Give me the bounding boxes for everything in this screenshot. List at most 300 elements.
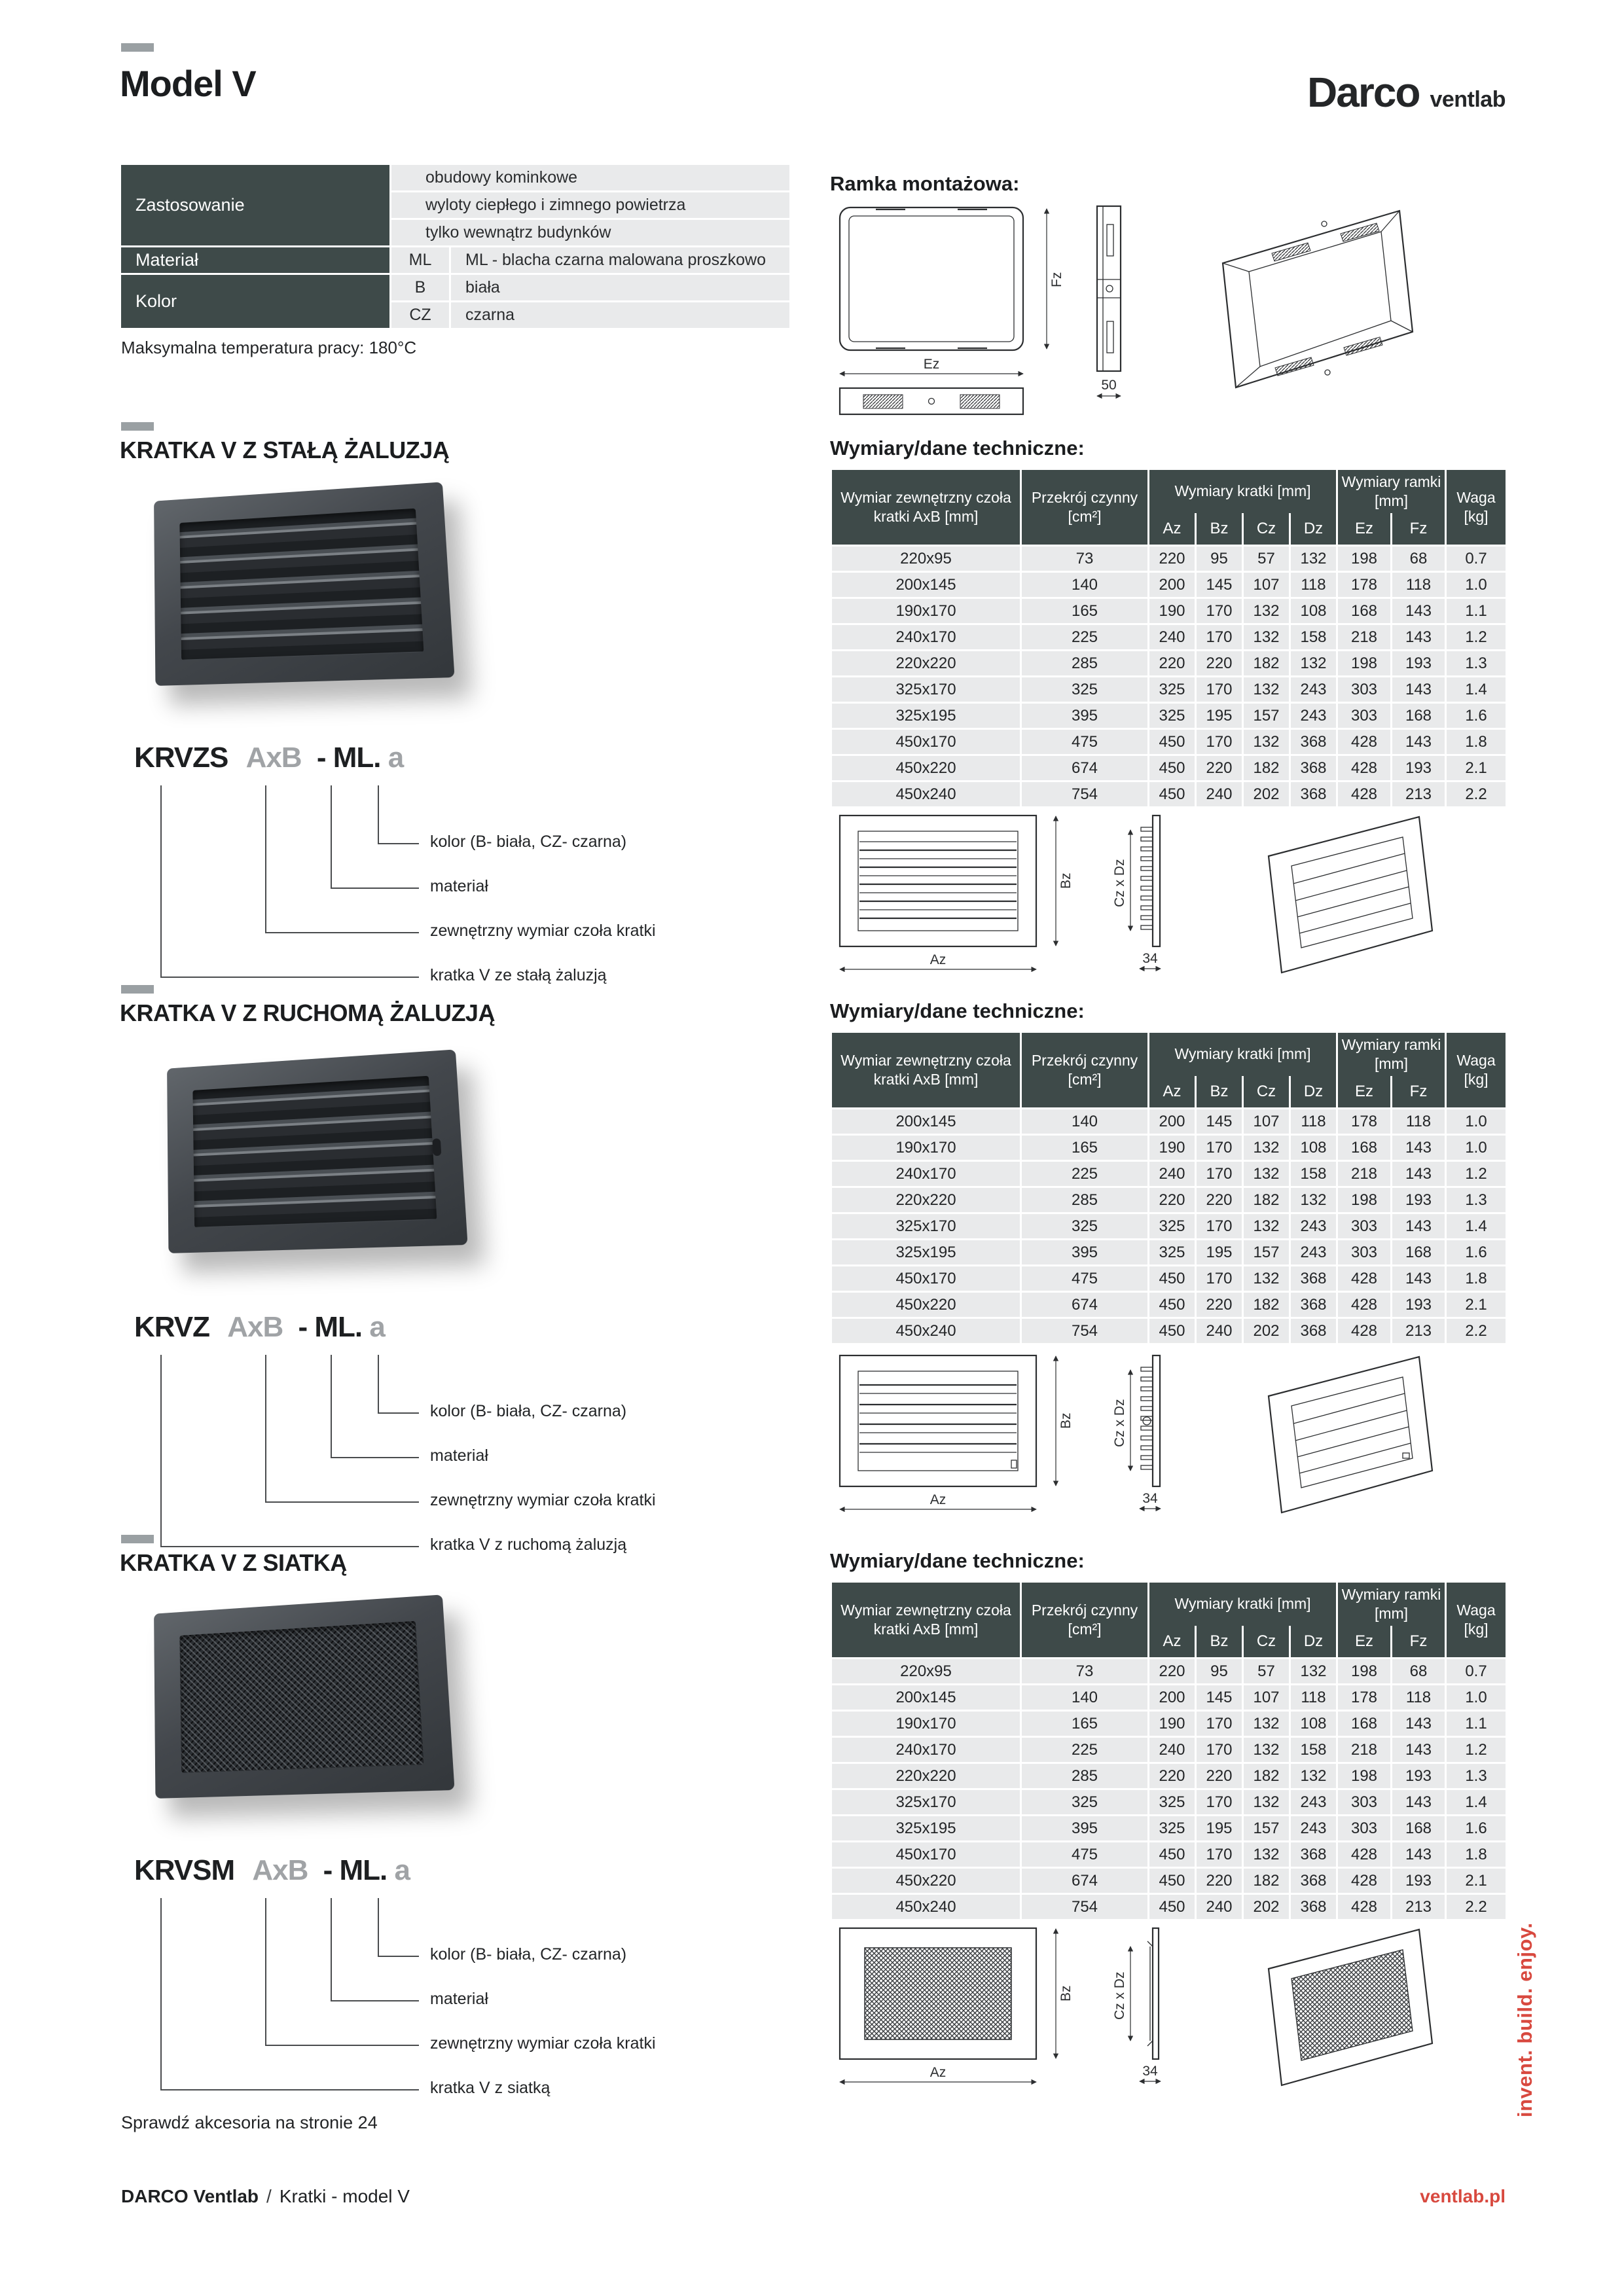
table-cell: 132 <box>1243 1135 1290 1161</box>
table-cell: 200 <box>1149 1109 1196 1135</box>
table-cell: 240 <box>1149 624 1196 651</box>
table-cell: 182 <box>1243 1868 1290 1894</box>
table-cell: 1.2 <box>1446 1161 1507 1187</box>
table-cell: 190x170 <box>831 598 1021 624</box>
footer-site-link[interactable]: ventlab.pl <box>1420 2186 1506 2206</box>
section-title: KRATKA V Z RUCHOMĄ ŻALUZJĄ <box>120 999 495 1026</box>
table-cell: 450x220 <box>831 1292 1021 1318</box>
table-cell: 368 <box>1290 729 1337 755</box>
group-header-kratki: Wymiary kratki [mm] <box>1149 469 1337 513</box>
table-cell: 240 <box>1196 1894 1243 1920</box>
col-header-dz: Dz <box>1290 1626 1337 1659</box>
product-code <box>134 742 403 774</box>
code-name: KRVSM <box>134 1854 235 1886</box>
title-marker <box>121 43 154 52</box>
table-cell: 428 <box>1337 781 1392 808</box>
col-header-ez: Ez <box>1337 1626 1392 1659</box>
accessories-note: Sprawdź akcesoria na stronie 24 <box>121 2113 378 2132</box>
table-cell: 450 <box>1149 1868 1196 1894</box>
table-cell: 1.1 <box>1446 1711 1507 1737</box>
table-cell: 108 <box>1290 1711 1337 1737</box>
table-cell: 118 <box>1392 1685 1446 1711</box>
material-label: Materiał <box>121 247 389 273</box>
application-value: wyloty ciepłego i zimnego powietrza <box>391 192 789 218</box>
application-label: Zastosowanie <box>121 165 389 245</box>
table-cell: 325 <box>1021 677 1149 703</box>
table-cell: 200x145 <box>831 1109 1021 1135</box>
table-cell: 1.2 <box>1446 624 1507 651</box>
table-cell: 143 <box>1392 1266 1446 1292</box>
table-cell: 2.2 <box>1446 1894 1507 1920</box>
svg-text:Ez: Ez <box>923 357 940 372</box>
table-cell: 143 <box>1392 1135 1446 1161</box>
table-cell: 240 <box>1196 1318 1243 1344</box>
table-row <box>831 1842 1507 1868</box>
col-header-weight: Waga [kg] <box>1446 1582 1507 1659</box>
table-cell: 170 <box>1196 1266 1243 1292</box>
table-cell: 190x170 <box>831 1135 1021 1161</box>
product-photo-fixed-louver-grille <box>149 490 445 694</box>
table-cell: 190x170 <box>831 1711 1021 1737</box>
table-cell: 165 <box>1021 1711 1149 1737</box>
table-cell: 220 <box>1149 1763 1196 1789</box>
table-cell: 213 <box>1392 781 1446 808</box>
table-cell: 220 <box>1149 651 1196 677</box>
table-row <box>831 729 1507 755</box>
table-cell: 428 <box>1337 1842 1392 1868</box>
dims-heading: Wymiary/dane techniczne: <box>830 1549 1085 1572</box>
col-header-weight: Waga [kg] <box>1446 1032 1507 1109</box>
section-movable-louver <box>0 985 1624 1554</box>
table-row <box>831 1161 1507 1187</box>
table-cell: 220 <box>1196 651 1243 677</box>
darco-logo <box>1307 68 1506 117</box>
table-cell: 1.4 <box>1446 1213 1507 1240</box>
table-cell: 132 <box>1243 677 1290 703</box>
table-cell: 368 <box>1290 1842 1337 1868</box>
table-cell: 240 <box>1149 1161 1196 1187</box>
table-cell: 132 <box>1243 1213 1290 1240</box>
col-header-bz: Bz <box>1196 1076 1243 1109</box>
color-label: Kolor <box>121 275 389 328</box>
table-cell: 168 <box>1392 703 1446 729</box>
table-cell: 220 <box>1196 1763 1243 1789</box>
legend-label: kratka V z siatką <box>430 2079 550 2097</box>
table-cell: 2.1 <box>1446 1292 1507 1318</box>
svg-text:34: 34 <box>1142 1491 1158 1506</box>
table-cell: 2.1 <box>1446 1868 1507 1894</box>
table-cell: 200 <box>1149 572 1196 598</box>
table-cell: 240 <box>1149 1737 1196 1763</box>
table-cell: 475 <box>1021 729 1149 755</box>
table-cell: 182 <box>1243 651 1290 677</box>
table-cell: 240x170 <box>831 624 1021 651</box>
table-cell: 170 <box>1196 729 1243 755</box>
table-cell: 368 <box>1290 1868 1337 1894</box>
table-cell: 243 <box>1290 1213 1337 1240</box>
section-title: KRATKA V Z STAŁĄ ŻALUZJĄ <box>120 437 450 463</box>
table-cell: 674 <box>1021 755 1149 781</box>
table-cell: 243 <box>1290 1240 1337 1266</box>
table-cell: 182 <box>1243 755 1290 781</box>
svg-text:34: 34 <box>1142 951 1158 966</box>
table-cell: 157 <box>1243 1240 1290 1266</box>
table-cell: 450 <box>1149 1292 1196 1318</box>
table-cell: 178 <box>1337 572 1392 598</box>
table-cell: 193 <box>1392 1187 1446 1213</box>
col-header-az: Az <box>1149 1626 1196 1659</box>
table-cell: 450x220 <box>831 755 1021 781</box>
table-cell: 218 <box>1337 624 1392 651</box>
table-row <box>831 1659 1507 1685</box>
group-header-ramki: Wymiary ramki [mm] <box>1337 1032 1446 1076</box>
table-cell: 220 <box>1196 1868 1243 1894</box>
table-cell: 368 <box>1290 1894 1337 1920</box>
col-header-fz: Fz <box>1392 513 1446 546</box>
table-cell: 303 <box>1337 703 1392 729</box>
page-footer <box>121 2186 1506 2207</box>
table-cell: 220 <box>1149 546 1196 572</box>
table-cell: 450 <box>1149 729 1196 755</box>
table-cell: 107 <box>1243 1109 1290 1135</box>
table-cell: 303 <box>1337 1213 1392 1240</box>
table-cell: 325 <box>1021 1213 1149 1240</box>
table-cell: 1.8 <box>1446 1266 1507 1292</box>
group-header-ramki: Wymiary ramki [mm] <box>1337 1582 1446 1626</box>
table-cell: 145 <box>1196 1685 1243 1711</box>
table-row <box>831 1816 1507 1842</box>
section-marker <box>121 1535 154 1543</box>
table-cell: 303 <box>1337 677 1392 703</box>
table-cell: 1.6 <box>1446 1816 1507 1842</box>
table-cell: 285 <box>1021 651 1149 677</box>
table-cell: 475 <box>1021 1266 1149 1292</box>
table-cell: 325 <box>1149 703 1196 729</box>
code-color: a <box>388 742 404 774</box>
product-code <box>134 1854 410 1887</box>
col-header-cz: Cz <box>1243 1076 1290 1109</box>
legend-label: kolor (B- biała, CZ- czarna) <box>430 833 627 851</box>
table-row <box>831 1292 1507 1318</box>
table-cell: 193 <box>1392 755 1446 781</box>
table-cell: 57 <box>1243 546 1290 572</box>
table-cell: 143 <box>1392 729 1446 755</box>
code-material: - ML. <box>298 1311 363 1343</box>
table-cell: 0.7 <box>1446 1659 1507 1685</box>
table-cell: 1.8 <box>1446 729 1507 755</box>
brand-tagline: invent. build. enjoy. <box>1513 1922 1536 2117</box>
table-row <box>831 1266 1507 1292</box>
footer-page-name: Kratki - model V <box>279 2186 410 2206</box>
col-header-cross-section: Przekrój czynny [cm²] <box>1021 469 1149 546</box>
table-cell: 195 <box>1196 703 1243 729</box>
table-cell: 193 <box>1392 1292 1446 1318</box>
table-cell: 132 <box>1243 598 1290 624</box>
table-cell: 428 <box>1337 1868 1392 1894</box>
properties-table <box>121 165 795 328</box>
svg-text:Cz x Dz: Cz x Dz <box>1112 859 1127 907</box>
table-cell: 157 <box>1243 703 1290 729</box>
table-cell: 202 <box>1243 781 1290 808</box>
table-cell: 170 <box>1196 1135 1243 1161</box>
table-cell: 107 <box>1243 1685 1290 1711</box>
table-cell: 140 <box>1021 572 1149 598</box>
table-row <box>831 1685 1507 1711</box>
svg-text:Az: Az <box>929 1492 947 1507</box>
table-cell: 198 <box>1337 1187 1392 1213</box>
table-cell: 240x170 <box>831 1161 1021 1187</box>
table-cell: 143 <box>1392 1842 1446 1868</box>
table-cell: 168 <box>1392 1240 1446 1266</box>
table-cell: 1.0 <box>1446 1109 1507 1135</box>
table-cell: 450 <box>1149 1894 1196 1920</box>
col-header-fz: Fz <box>1392 1076 1446 1109</box>
table-cell: 428 <box>1337 1894 1392 1920</box>
table-cell: 132 <box>1290 1659 1337 1685</box>
table-cell: 143 <box>1392 598 1446 624</box>
table-cell: 450x240 <box>831 781 1021 808</box>
table-row <box>831 1135 1507 1161</box>
table-cell: 450x240 <box>831 1318 1021 1344</box>
group-header-ramki: Wymiary ramki [mm] <box>1337 469 1446 513</box>
table-cell: 325 <box>1021 1789 1149 1816</box>
col-header-cz: Cz <box>1243 513 1290 546</box>
table-cell: 450x220 <box>831 1868 1021 1894</box>
table-cell: 198 <box>1337 546 1392 572</box>
code-legend-diagram <box>134 1355 789 1554</box>
table-cell: 170 <box>1196 1789 1243 1816</box>
table-cell: 450x240 <box>831 1894 1021 1920</box>
table-cell: 368 <box>1290 781 1337 808</box>
table-cell: 450 <box>1149 1842 1196 1868</box>
table-cell: 118 <box>1392 1109 1446 1135</box>
table-row <box>831 1737 1507 1763</box>
table-cell: 325 <box>1149 677 1196 703</box>
table-cell: 108 <box>1290 1135 1337 1161</box>
table-cell: 107 <box>1243 572 1290 598</box>
color-code: B <box>391 275 449 300</box>
group-header-kratki: Wymiary kratki [mm] <box>1149 1582 1337 1626</box>
svg-text:Az: Az <box>929 2065 947 2080</box>
table-cell: 1.8 <box>1446 1842 1507 1868</box>
table-cell: 240x170 <box>831 1737 1021 1763</box>
table-cell: 325x170 <box>831 1213 1021 1240</box>
legend-label: zewnętrzny wymiar czoła kratki <box>430 922 656 940</box>
table-row <box>831 1711 1507 1737</box>
table-cell: 1.2 <box>1446 1737 1507 1763</box>
section-marker <box>121 985 154 994</box>
application-value: obudowy kominkowe <box>391 165 789 190</box>
table-cell: 73 <box>1021 1659 1149 1685</box>
table-cell: 220 <box>1149 1659 1196 1685</box>
table-cell: 220 <box>1196 1187 1243 1213</box>
table-cell: 243 <box>1290 677 1337 703</box>
table-cell: 220x220 <box>831 1187 1021 1213</box>
table-cell: 95 <box>1196 546 1243 572</box>
table-cell: 754 <box>1021 1318 1149 1344</box>
table-row <box>831 598 1507 624</box>
table-cell: 213 <box>1392 1318 1446 1344</box>
table-cell: 193 <box>1392 651 1446 677</box>
table-cell: 132 <box>1243 1737 1290 1763</box>
table-cell: 285 <box>1021 1763 1149 1789</box>
application-value: tylko wewnątrz budynków <box>391 220 789 245</box>
table-cell: 132 <box>1243 1789 1290 1816</box>
table-row <box>831 703 1507 729</box>
col-header-az: Az <box>1149 1076 1196 1109</box>
table-cell: 220x220 <box>831 1763 1021 1789</box>
table-cell: 143 <box>1392 624 1446 651</box>
mounting-frame-drawing <box>830 200 1507 417</box>
table-cell: 450 <box>1149 755 1196 781</box>
code-color: a <box>394 1854 410 1886</box>
svg-text:34: 34 <box>1142 2064 1158 2079</box>
table-row <box>831 677 1507 703</box>
color-code: CZ <box>391 302 449 328</box>
product-photo-mesh-grille <box>149 1602 445 1806</box>
table-cell: 158 <box>1290 1737 1337 1763</box>
table-cell: 303 <box>1337 1240 1392 1266</box>
table-cell: 225 <box>1021 1737 1149 1763</box>
table-cell: 225 <box>1021 624 1149 651</box>
code-name: KRVZ <box>134 1311 209 1343</box>
col-header-fz: Fz <box>1392 1626 1446 1659</box>
dims-heading: Wymiary/dane techniczne: <box>830 999 1085 1022</box>
table-cell: 165 <box>1021 598 1149 624</box>
table-cell: 170 <box>1196 677 1243 703</box>
color-value: biała <box>451 275 789 300</box>
table-cell: 200x145 <box>831 1685 1021 1711</box>
legend-label: materiał <box>430 1990 488 2008</box>
table-cell: 303 <box>1337 1789 1392 1816</box>
table-cell: 213 <box>1392 1894 1446 1920</box>
table-cell: 325x195 <box>831 703 1021 729</box>
table-cell: 450x170 <box>831 729 1021 755</box>
table-cell: 0.7 <box>1446 546 1507 572</box>
col-header-dz: Dz <box>1290 1076 1337 1109</box>
col-header-outer-dim: Wymiar zewnętrzny czoła kratki AxB [mm] <box>831 1582 1021 1659</box>
table-cell: 450 <box>1149 1318 1196 1344</box>
table-cell: 143 <box>1392 677 1446 703</box>
legend-label: zewnętrzny wymiar czoła kratki <box>430 2034 656 2053</box>
table-cell: 195 <box>1196 1816 1243 1842</box>
table-cell: 368 <box>1290 1318 1337 1344</box>
table-cell: 170 <box>1196 1161 1243 1187</box>
svg-text:Cz x Dz: Cz x Dz <box>1112 1971 1127 2020</box>
table-cell: 674 <box>1021 1868 1149 1894</box>
code-dimensions: AxB <box>227 1311 283 1343</box>
table-cell: 1.1 <box>1446 598 1507 624</box>
col-header-ez: Ez <box>1337 513 1392 546</box>
table-row <box>831 1868 1507 1894</box>
table-cell: 475 <box>1021 1842 1149 1868</box>
table-cell: 73 <box>1021 546 1149 572</box>
table-row <box>831 781 1507 808</box>
table-cell: 132 <box>1243 1266 1290 1292</box>
material-code: ML <box>391 247 449 273</box>
table-cell: 225 <box>1021 1161 1149 1187</box>
table-cell: 178 <box>1337 1109 1392 1135</box>
ramka-heading: Ramka montażowa: <box>830 172 1020 195</box>
table-cell: 132 <box>1243 624 1290 651</box>
dimensions-table <box>830 1581 1507 1921</box>
col-header-bz: Bz <box>1196 1626 1243 1659</box>
table-cell: 170 <box>1196 624 1243 651</box>
table-cell: 754 <box>1021 1894 1149 1920</box>
table-cell: 143 <box>1392 1737 1446 1763</box>
legend-label: materiał <box>430 1446 488 1465</box>
code-legend-diagram <box>134 1898 789 2097</box>
table-cell: 325 <box>1149 1816 1196 1842</box>
table-row <box>831 651 1507 677</box>
table-cell: 450x170 <box>831 1842 1021 1868</box>
section-fixed-louver <box>0 422 1624 985</box>
dimensions-table <box>830 1031 1507 1345</box>
table-cell: 243 <box>1290 1789 1337 1816</box>
table-cell: 193 <box>1392 1763 1446 1789</box>
logo-brand: Darco <box>1307 69 1420 116</box>
table-cell: 182 <box>1243 1292 1290 1318</box>
table-cell: 243 <box>1290 703 1337 729</box>
svg-text:Az: Az <box>929 952 947 967</box>
col-header-outer-dim: Wymiar zewnętrzny czoła kratki AxB [mm] <box>831 469 1021 546</box>
table-cell: 143 <box>1392 1711 1446 1737</box>
table-cell: 220 <box>1196 1292 1243 1318</box>
col-header-weight: Waga [kg] <box>1446 469 1507 546</box>
table-cell: 1.3 <box>1446 651 1507 677</box>
legend-line <box>160 785 419 978</box>
legend-label: zewnętrzny wymiar czoła kratki <box>430 1491 656 1509</box>
table-cell: 178 <box>1337 1685 1392 1711</box>
table-cell: 145 <box>1196 1109 1243 1135</box>
col-header-cross-section: Przekrój czynny [cm²] <box>1021 1032 1149 1109</box>
table-cell: 57 <box>1243 1659 1290 1685</box>
table-cell: 303 <box>1337 1816 1392 1842</box>
col-header-bz: Bz <box>1196 513 1243 546</box>
table-cell: 428 <box>1337 1266 1392 1292</box>
table-row <box>831 1213 1507 1240</box>
table-cell: 1.0 <box>1446 572 1507 598</box>
table-row <box>831 1894 1507 1920</box>
table-cell: 118 <box>1290 1685 1337 1711</box>
dimensions-table <box>830 468 1507 808</box>
table-cell: 132 <box>1243 729 1290 755</box>
table-cell: 218 <box>1337 1737 1392 1763</box>
table-cell: 198 <box>1337 651 1392 677</box>
product-photo-movable-louver-grille <box>162 1057 458 1261</box>
legend-line <box>160 1355 419 1547</box>
col-header-cz: Cz <box>1243 1626 1290 1659</box>
table-cell: 2.1 <box>1446 755 1507 781</box>
table-cell: 218 <box>1337 1161 1392 1187</box>
table-cell: 428 <box>1337 729 1392 755</box>
table-cell: 325 <box>1149 1789 1196 1816</box>
table-cell: 243 <box>1290 1816 1337 1842</box>
col-header-outer-dim: Wymiar zewnętrzny czoła kratki AxB [mm] <box>831 1032 1021 1109</box>
table-cell: 132 <box>1243 1711 1290 1737</box>
svg-text:50: 50 <box>1101 378 1117 393</box>
table-row <box>831 1763 1507 1789</box>
table-cell: 200x145 <box>831 572 1021 598</box>
table-cell: 68 <box>1392 546 1446 572</box>
table-cell: 170 <box>1196 1213 1243 1240</box>
table-cell: 170 <box>1196 1711 1243 1737</box>
table-cell: 140 <box>1021 1685 1149 1711</box>
table-cell: 157 <box>1243 1816 1290 1842</box>
table-cell: 108 <box>1290 598 1337 624</box>
table-cell: 2.2 <box>1446 1318 1507 1344</box>
grille-technical-drawing <box>830 1352 1507 1515</box>
